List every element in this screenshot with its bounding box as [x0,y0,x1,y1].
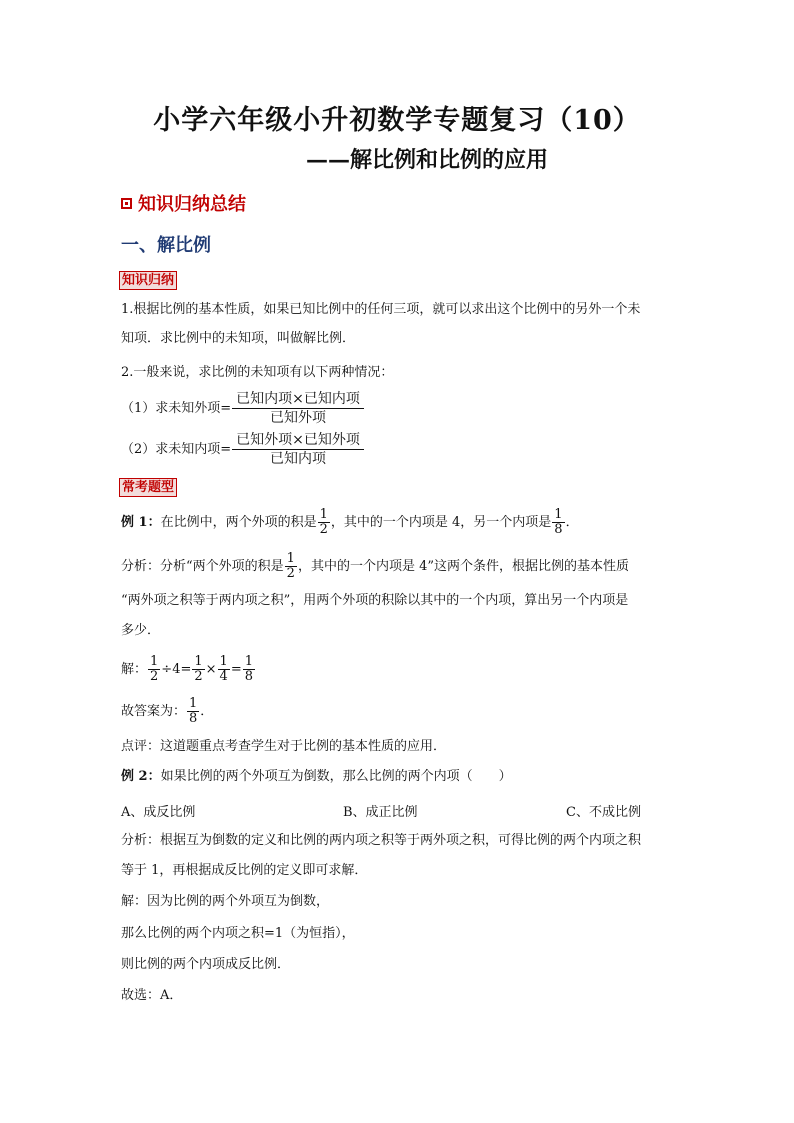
formula-outer [121,390,365,427]
example-2-solution-line-3: 则比例的两个内项成反比例． [121,957,291,972]
formula-outer-numerator: 已知内项×已知内项 [232,390,364,409]
divide-four: ÷4= [161,662,192,677]
denominator: 2 [194,669,203,684]
example-2-choice: 故选：A． [121,988,183,1003]
formula-inner-label: （2）求未知内项= [121,442,232,457]
denominator: 8 [189,711,198,726]
denominator: 8 [244,669,254,684]
example-2-question-text: 如果比例的两个外项互为倒数，那么比例的两个内项（ ） [160,769,512,784]
heading-solve-proportion: 一、解比例 [121,235,211,256]
fraction-one-eighth [187,697,199,726]
numerator: 1 [219,654,228,669]
example-1-text-3: ． [565,515,579,530]
denominator: 4 [219,669,228,684]
denominator: 2 [319,522,328,537]
formula-outer-label: （1）求未知外项= [121,401,232,416]
example-1-answer [121,697,213,726]
example-1-analysis-line-2: “两外项之积等于两内项之积”，用两个外项的积除以其中的一个内项，算出另一个内项是 [121,593,629,608]
example-2-analysis-line-1: 分析：根据互为倒数的定义和比例的两内项之积等于两外项之积，可得比例的两个内项之积 [121,833,642,848]
knowledge-1-line-1: 1.根据比例的基本性质，如果已知比例中的任何三项，就可以求出这个比例中的另外一个未 [121,302,641,317]
page-subtitle: ——解比例和比例的应用 [305,147,548,173]
fraction-one-eighth [552,508,564,537]
example-2-label: 例 2： [121,769,161,784]
denominator: 2 [150,669,159,684]
option-a: A、成反比例 [121,805,196,820]
answer-label: 故答案为： [121,704,187,719]
knowledge-2: 2.一般来说，求比例的未知项有以下两种情况： [121,365,394,380]
example-2-solution-line-1: 解：因为比例的两个外项互为倒数， [121,894,330,909]
example-2-analysis-line-2: 等于 1，再根据成反比例的定义即可求解． [121,863,368,878]
example-1-analysis-line-3: 多少． [121,623,161,638]
example-1-solution [121,655,256,684]
numerator: 1 [244,654,254,669]
tag-knowledge: 知识归纳 [119,271,177,290]
fraction-one-half [148,655,160,684]
numerator: 1 [286,551,295,566]
example-1-comment: 点评：这道题重点考查学生对于比例的基本性质的应用． [121,739,447,754]
analysis-text-a: 分析：分析“两个外项的积是 [121,559,284,574]
numerator: 1 [194,654,203,669]
formula-outer-denominator: 已知外项 [270,410,327,426]
answer-end: ． [200,704,214,719]
section-heading-text: 知识归纳总结 [138,194,246,215]
formula-inner-denominator: 已知内项 [270,451,327,467]
option-b: B、成正比例 [343,805,418,820]
example-1-label: 例 1： [121,515,161,530]
denominator: 2 [286,566,295,581]
example-1-text-2: ，其中的一个内项是 4，另一个内项是 [330,515,552,530]
example-1-question [121,508,579,537]
example-2-solution-line-2: 那么比例的两个内项之积=1（为恒指）， [121,926,355,941]
fraction-one-half [285,552,297,581]
example-1-analysis-line-1 [121,552,629,581]
formula-inner-fraction [232,431,364,468]
formula-inner-numerator: 已知外项×已知外项 [232,431,364,450]
example-1-text-1: 在比例中，两个外项的积是 [160,515,317,530]
example-2-question [121,768,512,786]
page-title: 小学六年级小升初数学专题复习（10） [153,105,641,136]
formula-inner [121,431,365,468]
formula-outer-fraction [232,390,364,427]
fraction-one-quarter [218,655,230,684]
solution-label: 解： [121,662,148,677]
times-sign: × [205,662,217,677]
fraction-one-eighth [243,655,255,684]
numerator: 1 [319,507,328,522]
fraction-one-half [192,655,204,684]
denominator: 8 [554,522,563,537]
numerator: 1 [150,654,159,669]
section-heading [121,190,246,216]
knowledge-1-line-2: 知项．求比例中的未知项，叫做解比例． [121,331,356,346]
tag-common-questions: 常考题型 [119,478,177,497]
numerator: 1 [189,696,198,711]
square-bullet-icon [121,198,132,209]
numerator: 1 [554,507,563,522]
fraction-one-half [318,508,330,537]
analysis-text-b: ，其中的一个内项是 4”这两个条件，根据比例的基本性质 [297,559,629,574]
equals-sign: = [230,662,242,677]
option-c: C、不成比例 [566,805,641,820]
